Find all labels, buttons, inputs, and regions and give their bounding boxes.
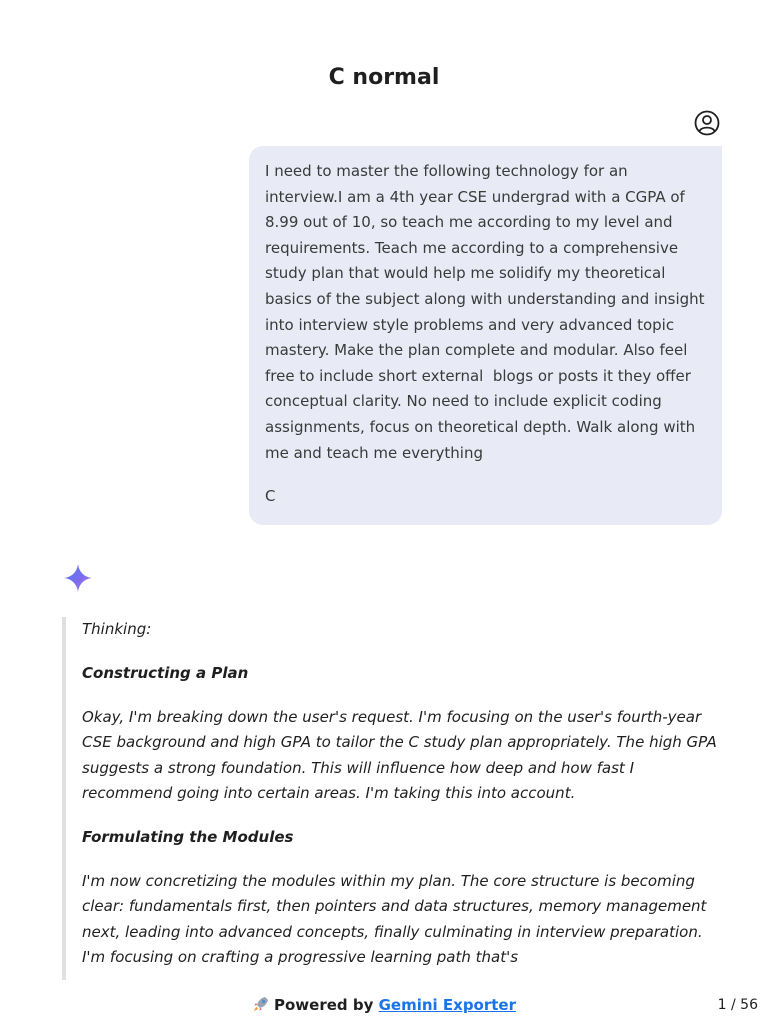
powered-by-line [0,994,768,1016]
user-message-subject: C [265,487,276,506]
powered-by-text: Powered by [273,996,374,1014]
gemini-exporter-link[interactable]: Gemini Exporter [378,996,516,1014]
page-indicator: 1 / 56 [717,997,758,1013]
page-footer [0,994,768,1016]
thinking-blockquote [62,617,722,980]
gemini-sparkle-icon [63,563,93,593]
thinking-section-body: Okay, I'm breaking down the user's request. I'm focusing on the user's fourth-year CSE background and high GPA to tailor the C study plan appropriately. The high GPA suggests a strong foundation. This will influence how deep and how fast I recommend going into certain areas. I'm taking this into account. [82,707,717,803]
thinking-section-body: I'm now concretizing the modules within my plan. The core structure is becoming clear: fundamentals first, then pointers and data structures, memory management next, leading into advanced concepts, finally culminating in interview preparation. I'm focusing on crafting a progressive learning path that's [82,871,707,967]
thinking-section-heading: Formulating the Modules [82,827,294,846]
rocket-icon [252,995,270,1013]
user-avatar-icon [694,110,720,136]
thinking-section-heading: Constructing a Plan [82,663,249,682]
thinking-label: Thinking: [82,620,152,638]
page-title: C normal [328,65,440,90]
user-message-bubble [249,146,722,525]
user-message-text: I need to master the following technology for an interview.I am a 4th year CSE undergrad with a CGPA of 8.99 out of 10, so teach me according to my level and requirements. Teach me according to a comprehensive study plan that would help me solidify my theoretical basics of the subject along with understanding and insight into interview style problems and very advanced topic mastery. Make the plan complete and modular. Also feel free to include short external blogs or posts it they offer conceptual clarity. No need to include explicit coding assignments, focus on theoretical depth. Walk along with me and teach me everything [265,162,710,462]
